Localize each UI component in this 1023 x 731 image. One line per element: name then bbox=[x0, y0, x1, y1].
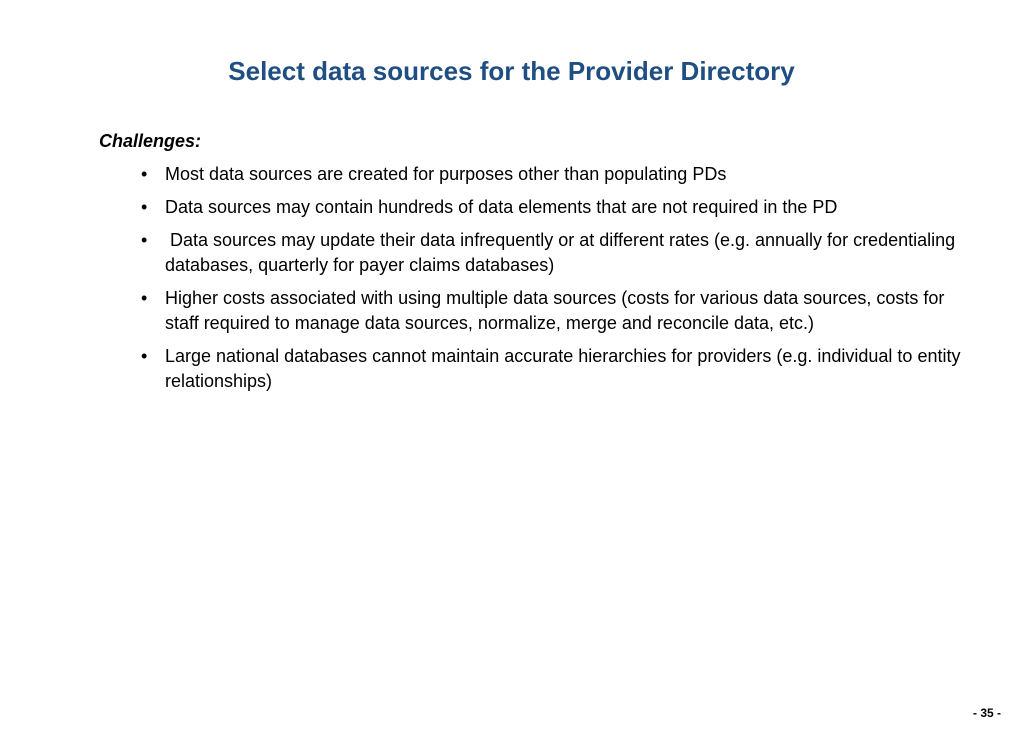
list-item-text: Data sources may contain hundreds of data elements that are not required in the PD bbox=[165, 197, 838, 217]
bullet-icon: • bbox=[141, 197, 148, 217]
page-number: - 35 - bbox=[972, 706, 1001, 720]
list-item bbox=[99, 195, 963, 220]
challenges-list bbox=[99, 162, 979, 394]
slide-content bbox=[99, 130, 979, 402]
bullet-icon: • bbox=[141, 230, 148, 250]
section-heading: Challenges: bbox=[99, 131, 202, 151]
list-item bbox=[99, 228, 963, 278]
bullet-icon: • bbox=[141, 288, 148, 308]
list-item-text: Most data sources are created for purposes other than populating PDs bbox=[165, 164, 727, 184]
list-item bbox=[99, 162, 963, 187]
list-item bbox=[99, 286, 963, 336]
list-item-text: Data sources may update their data infrequently or at different rates (e.g. annually for credentialing databases, quarterly for payer claims databases) bbox=[165, 230, 961, 275]
list-item bbox=[99, 344, 963, 394]
list-item-text: Large national databases cannot maintain accurate hierarchies for providers (e.g. individual to entity relationships) bbox=[165, 346, 961, 391]
bullet-icon: • bbox=[141, 346, 148, 366]
list-item-text: Higher costs associated with using multiple data sources (costs for various data sources, costs for staff required to manage data sources, normalize, merge and reconcile data, etc.) bbox=[165, 288, 945, 333]
bullet-icon: • bbox=[141, 164, 148, 184]
slide-title: Select data sources for the Provider Directory bbox=[228, 56, 795, 86]
